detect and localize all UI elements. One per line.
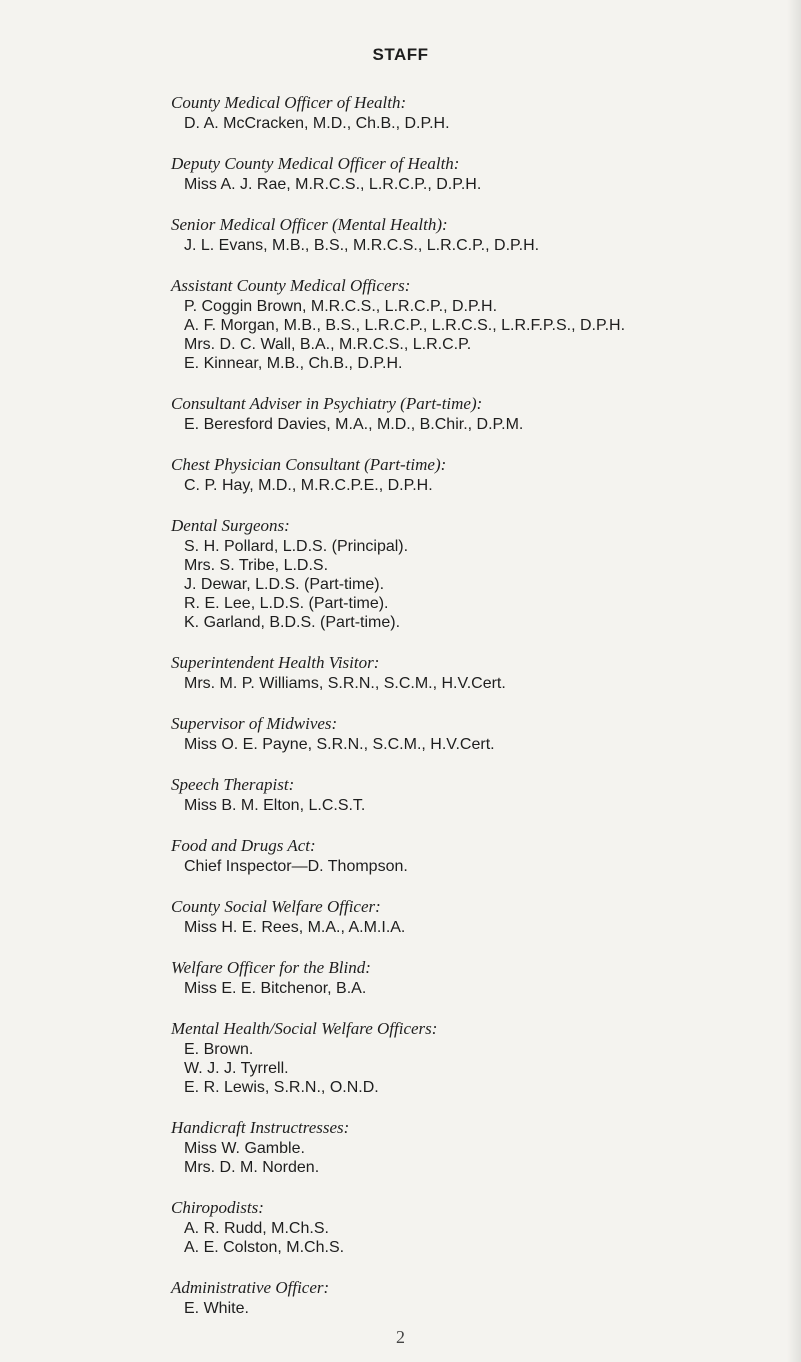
staff-entry: E. R. Lewis, S.R.N., O.N.D. [184, 1079, 379, 1096]
section-heading: Assistant County Medical Officers: [171, 276, 411, 295]
staff-entry: Miss W. Gamble. [184, 1140, 305, 1157]
section-heading: Speech Therapist: [171, 775, 295, 794]
staff-entry: E. Brown. [184, 1041, 254, 1058]
staff-section [171, 153, 791, 194]
staff-entry: K. Garland, B.D.S. (Part-time). [184, 614, 401, 631]
staff-entry: S. H. Pollard, L.D.S. (Principal). [184, 538, 409, 555]
staff-entry: Mrs. S. Tribe, L.D.S. [184, 557, 329, 574]
staff-section [171, 393, 791, 434]
staff-section [171, 214, 791, 255]
staff-entry: E. Kinnear, M.B., Ch.B., D.P.H. [184, 355, 403, 372]
staff-section [171, 896, 791, 937]
section-heading: Supervisor of Midwives: [171, 714, 338, 733]
section-heading: County Medical Officer of Health: [171, 93, 407, 112]
staff-entry: A. E. Colston, M.Ch.S. [184, 1239, 345, 1256]
staff-list [171, 92, 791, 1338]
section-heading: Senior Medical Officer (Mental Health): [171, 215, 448, 234]
staff-section [171, 957, 791, 998]
page-number: 2 [396, 1327, 405, 1347]
section-heading: Chest Physician Consultant (Part-time): [171, 455, 447, 474]
page-title: STAFF [372, 45, 429, 64]
section-heading: Welfare Officer for the Blind: [171, 958, 371, 977]
staff-entry: Miss A. J. Rae, M.R.C.S., L.R.C.P., D.P.H. [184, 176, 482, 193]
staff-entry: Miss E. E. Bitchenor, B.A. [184, 980, 367, 997]
staff-entry: Mrs. D. C. Wall, B.A., M.R.C.S., L.R.C.P. [184, 336, 472, 353]
section-heading: Food and Drugs Act: [171, 836, 316, 855]
staff-section [171, 652, 791, 693]
staff-section [171, 515, 791, 632]
staff-entry: Miss B. M. Elton, L.C.S.T. [184, 797, 366, 814]
staff-entry: D. A. McCracken, M.D., Ch.B., D.P.H. [184, 115, 450, 132]
staff-entry: E. White. [184, 1300, 249, 1317]
section-heading: Consultant Adviser in Psychiatry (Part-time): [171, 394, 483, 413]
staff-entry: J. Dewar, L.D.S. (Part-time). [184, 576, 385, 593]
section-heading: Superintendent Health Visitor: [171, 653, 380, 672]
staff-section [171, 1018, 791, 1097]
staff-section [171, 774, 791, 815]
staff-entry: A. F. Morgan, M.B., B.S., L.R.C.P., L.R.C.S., L.R.F.P.S., D.P.H. [184, 317, 626, 334]
staff-entry: R. E. Lee, L.D.S. (Part-time). [184, 595, 389, 612]
section-heading: Mental Health/Social Welfare Officers: [171, 1019, 438, 1038]
section-heading: Chiropodists: [171, 1198, 264, 1217]
section-heading: County Social Welfare Officer: [171, 897, 381, 916]
staff-section [171, 275, 791, 373]
staff-entry: C. P. Hay, M.D., M.R.C.P.E., D.P.H. [184, 477, 433, 494]
staff-entry: W. J. J. Tyrrell. [184, 1060, 289, 1077]
staff-entry: J. L. Evans, M.B., B.S., M.R.C.S., L.R.C.P., D.P.H. [184, 237, 540, 254]
staff-entry: A. R. Rudd, M.Ch.S. [184, 1220, 329, 1237]
staff-entry: Mrs. M. P. Williams, S.R.N., S.C.M., H.V.Cert. [184, 675, 506, 692]
section-heading: Dental Surgeons: [171, 516, 290, 535]
staff-entry: Miss O. E. Payne, S.R.N., S.C.M., H.V.Cert. [184, 736, 495, 753]
staff-section [171, 835, 791, 876]
staff-section [171, 1277, 791, 1318]
staff-section [171, 1197, 791, 1257]
staff-entry: P. Coggin Brown, M.R.C.S., L.R.C.P., D.P.H. [184, 298, 498, 315]
section-heading: Handicraft Instructresses: [171, 1118, 350, 1137]
staff-entry: E. Beresford Davies, M.A., M.D., B.Chir., D.P.M. [184, 416, 524, 433]
staff-section [171, 92, 791, 133]
staff-entry: Mrs. D. M. Norden. [184, 1159, 320, 1176]
staff-section [171, 713, 791, 754]
staff-entry: Miss H. E. Rees, M.A., A.M.I.A. [184, 919, 406, 936]
section-heading: Administrative Officer: [171, 1278, 330, 1297]
staff-section [171, 1117, 791, 1177]
staff-entry: Chief Inspector—D. Thompson. [184, 858, 408, 875]
section-heading: Deputy County Medical Officer of Health: [171, 154, 460, 173]
staff-section [171, 454, 791, 495]
